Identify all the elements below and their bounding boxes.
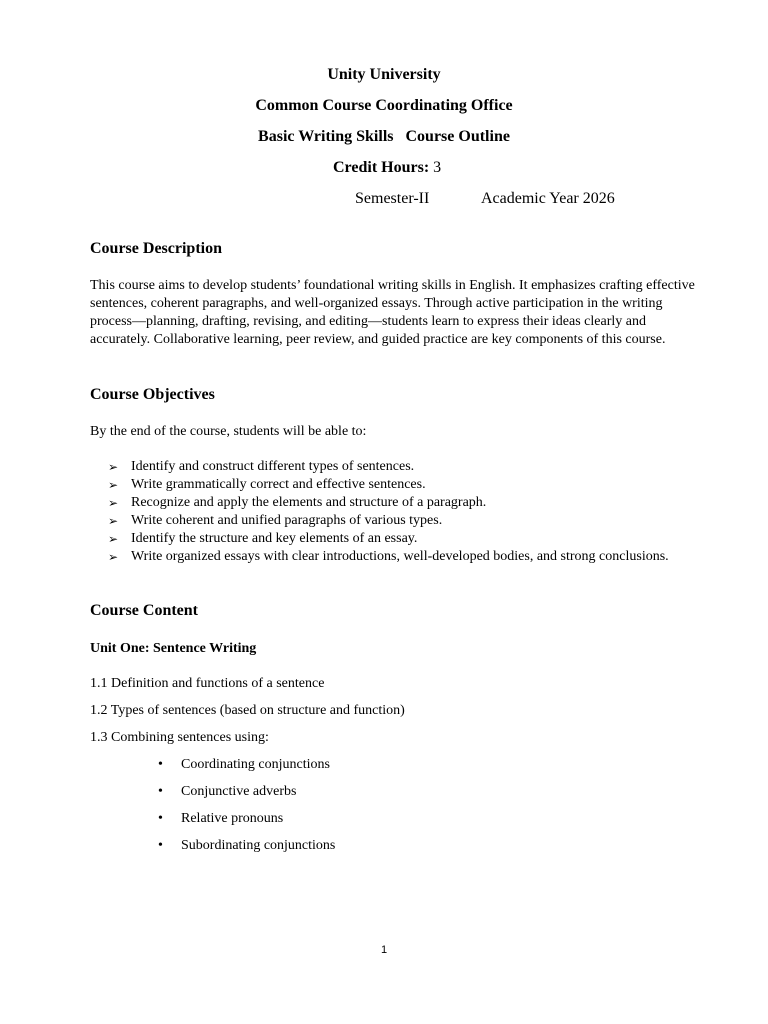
course-description-text: This course aims to develop students’ foundational writing skills in English. It emphasizes crafting effective sentences, coherent paragraphs, and well-organized essays. Through active participation in the writing process—planning, drafting, revising, and editing—students learn to express their ideas clearly and accurately. Collaborative learning, peer review, and guided practice are key components of this course. (90, 278, 695, 347)
office-name: Common Course Coordinating Office (255, 97, 513, 114)
arrow-bullet-icon: ➢ (108, 514, 119, 528)
course-content-heading: Course Content (90, 602, 198, 619)
bullet-dot-icon: • (158, 784, 163, 799)
objective-text: Recognize and apply the elements and structure of a paragraph. (131, 495, 487, 510)
combining-method-text: Relative pronouns (181, 811, 284, 826)
credit-hours-label: Credit Hours: (333, 159, 430, 176)
objective-item (108, 530, 708, 548)
course-description-heading: Course Description (90, 240, 222, 257)
bullet-dot-icon: • (158, 757, 163, 772)
page-number: 1 (380, 944, 388, 956)
combining-methods-list (158, 756, 335, 864)
credit-hours (333, 159, 441, 177)
combining-method-text: Coordinating conjunctions (181, 757, 330, 772)
university-name: Unity University (327, 66, 441, 83)
objective-item (108, 512, 708, 530)
content-line-1-1: 1.1 Definition and functions of a sentence (90, 676, 325, 691)
academic-year: Academic Year 2026 (481, 190, 615, 207)
objectives-list (108, 458, 708, 566)
arrow-bullet-icon: ➢ (108, 532, 119, 546)
objective-text: Identify and construct different types of sentences. (131, 459, 415, 474)
unit-one-title: Unit One: Sentence Writing (90, 641, 257, 656)
combining-method-text: Subordinating conjunctions (181, 838, 336, 853)
combining-method-item (158, 756, 335, 783)
objective-text: Write grammatically correct and effective sentences. (131, 477, 426, 492)
objective-text: Write coherent and unified paragraphs of various types. (131, 513, 443, 528)
objective-item (108, 476, 708, 494)
objectives-intro: By the end of the course, students will be able to: (90, 424, 367, 439)
arrow-bullet-icon: ➢ (108, 460, 119, 474)
course-title: Basic Writing Skills Course Outline (258, 128, 510, 145)
content-line-1-3: 1.3 Combining sentences using: (90, 730, 269, 745)
objective-item (108, 458, 708, 476)
objective-item (108, 494, 708, 512)
bullet-dot-icon: • (158, 811, 163, 826)
objective-item (108, 548, 708, 566)
arrow-bullet-icon: ➢ (108, 496, 119, 510)
content-line-1-2: 1.2 Types of sentences (based on structure and function) (90, 703, 405, 718)
combining-method-item (158, 810, 335, 837)
course-objectives-heading: Course Objectives (90, 386, 215, 403)
bullet-dot-icon: • (158, 838, 163, 853)
combining-method-item (158, 837, 335, 864)
arrow-bullet-icon: ➢ (108, 478, 119, 492)
objective-text: Write organized essays with clear introductions, well-developed bodies, and strong conclusions. (131, 549, 669, 564)
objective-text: Identify the structure and key elements of an essay. (131, 531, 418, 546)
credit-hours-value: 3 (433, 159, 442, 176)
combining-method-item (158, 783, 335, 810)
arrow-bullet-icon: ➢ (108, 550, 119, 564)
semester: Semester-II (355, 190, 430, 207)
combining-method-text: Conjunctive adverbs (181, 784, 297, 799)
